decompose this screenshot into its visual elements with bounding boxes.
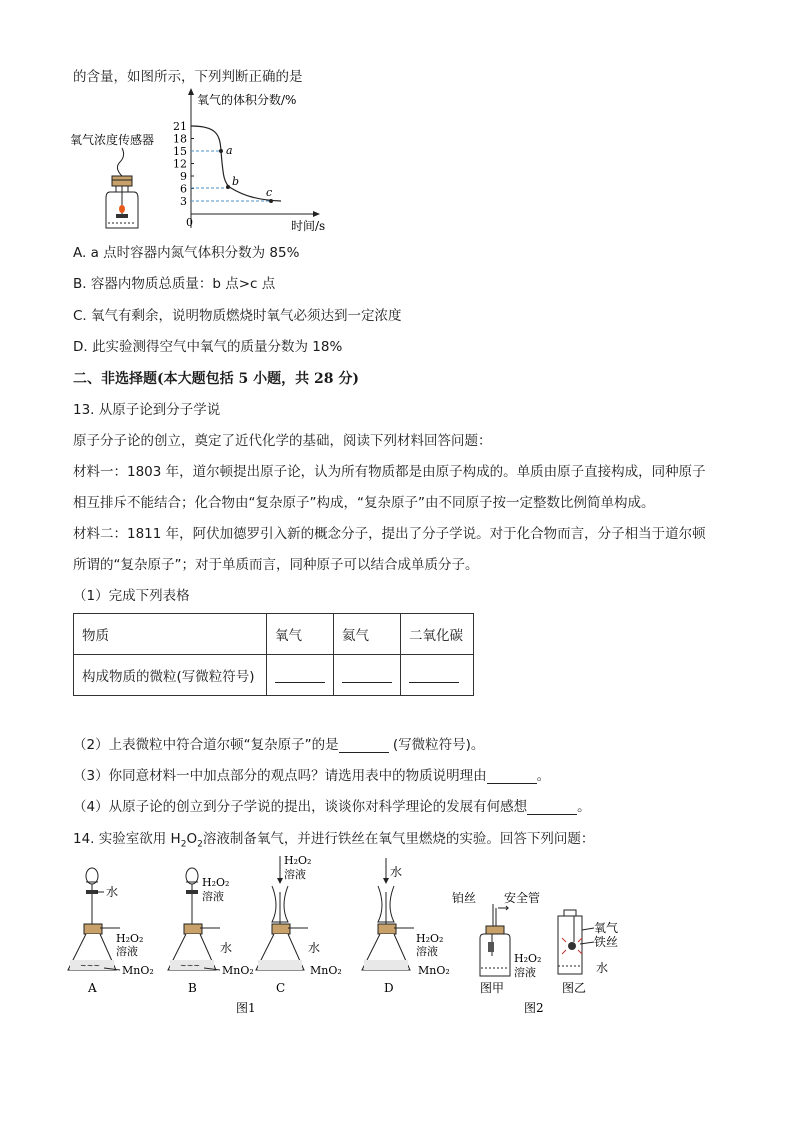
q12-option-c: C. 氧气有剩余，说明物质燃烧时氧气必须达到一定浓度 bbox=[73, 308, 402, 324]
figure-2-caption: 图2 bbox=[524, 1001, 544, 1015]
q12-option-a: A. a 点时容器内氮气体积分数为 85% bbox=[73, 245, 300, 261]
q13-title: 13. 从原子论到分子学说 bbox=[73, 402, 221, 418]
q13-material2-line2: 所谓的“复杂原子”；对于单质而言，同种原子可以结合成单质分子。 bbox=[73, 557, 479, 573]
label-h2o2: H₂O₂ bbox=[116, 932, 144, 945]
table-header-co2: 二氧化碳 bbox=[401, 614, 474, 655]
q13-material1-line2: 相互排斥不能结合；化合物由“复杂原子”构成，“复杂原子”由不同原子按一定整数比例简单构成。 bbox=[73, 495, 655, 511]
q12-intro: 的含量，如图所示，下列判断正确的是 bbox=[73, 69, 303, 85]
answer-blank-sub3[interactable] bbox=[487, 769, 537, 784]
label-mno2: MnO₂ bbox=[310, 964, 342, 977]
answer-blank-oxygen[interactable] bbox=[267, 655, 334, 696]
label-mno2: MnO₂ bbox=[122, 964, 154, 977]
figure-yi bbox=[558, 910, 618, 995]
label-water: 水 bbox=[390, 865, 403, 879]
figure-1-caption: 图1 bbox=[236, 1001, 256, 1015]
label-jia: 图甲 bbox=[480, 981, 505, 995]
table-row bbox=[74, 655, 474, 696]
q13-sub4: （4）从原子论的创立到分子学说的提出，谈谈你对科学理论的发展有何感想 。 bbox=[73, 799, 591, 815]
apparatus-label-a: A bbox=[88, 981, 97, 995]
q13-material2-line1: 材料二：1811 年，阿伏加德罗引入新的概念分子，提出了分子学说。对于化合物而言，分子相当于道尔顿 bbox=[73, 526, 706, 542]
table-row bbox=[74, 614, 474, 655]
table-header-oxygen: 氧气 bbox=[267, 614, 334, 655]
answer-blank-helium[interactable] bbox=[334, 655, 401, 696]
apparatus-a bbox=[68, 868, 154, 995]
apparatus-c bbox=[256, 854, 342, 995]
apparatus-label-b: B bbox=[188, 981, 197, 995]
q12-option-b: B. 容器内物质总质量：b 点>c 点 bbox=[73, 276, 276, 292]
q13-material1-line1: 材料一：1803 年，道尔顿提出原子论，认为所有物质都是由原子构成的。单质由原子直接构成，同种原子 bbox=[73, 464, 706, 480]
label-mno2: MnO₂ bbox=[222, 964, 254, 977]
table-header-substance: 物质 bbox=[74, 614, 267, 655]
y-tick-label: 6 bbox=[180, 182, 187, 196]
point-label-c: c bbox=[266, 186, 273, 199]
q14-figure-2 bbox=[448, 880, 628, 1020]
label-solution: 溶液 bbox=[202, 890, 224, 903]
y-tick-label: 18 bbox=[173, 132, 187, 146]
point-label-a: a bbox=[226, 144, 233, 157]
label-yi: 图乙 bbox=[562, 981, 587, 995]
q12-option-d: D. 此实验测得空气中氧气的质量分数为 18% bbox=[73, 339, 343, 355]
x-axis-label: 时间/s bbox=[291, 219, 326, 233]
label-h2o2: H₂O₂ bbox=[416, 932, 444, 945]
label-mno2: MnO₂ bbox=[418, 964, 450, 977]
y-axis-label: 氧气的体积分数/% bbox=[197, 93, 297, 107]
label-water: 水 bbox=[596, 961, 609, 975]
apparatus-label-c: C bbox=[276, 981, 286, 995]
sensor-label: 氧气浓度传感器 bbox=[70, 133, 155, 147]
label-h2o2: H₂O₂ bbox=[202, 876, 230, 889]
figure-jia bbox=[452, 890, 541, 995]
q13-table bbox=[73, 613, 474, 696]
label-water: 水 bbox=[220, 941, 233, 955]
q14-figure-1 bbox=[60, 852, 480, 1022]
label-solution: 溶液 bbox=[416, 945, 438, 958]
label-h2o2: H₂O₂ bbox=[514, 952, 542, 965]
label-h2o2: H₂O₂ bbox=[284, 854, 312, 867]
y-tick-label: 9 bbox=[180, 170, 187, 183]
y-tick-label: 21 bbox=[173, 120, 187, 133]
answer-blank-co2[interactable] bbox=[401, 655, 474, 696]
q13-intro: 原子分子论的创立，奠定了近代化学的基础，阅读下列材料回答问题： bbox=[73, 433, 492, 449]
label-solution: 溶液 bbox=[514, 966, 536, 979]
y-tick-label: 12 bbox=[173, 157, 187, 171]
label-iron-wire: 铁丝 bbox=[594, 935, 619, 949]
origin-label: 0 bbox=[186, 216, 193, 229]
point-label-b: b bbox=[232, 175, 240, 188]
q13-sub2: （2）上表微粒中符合道尔顿“复杂原子”的是 (写微粒符号)。 bbox=[73, 737, 485, 753]
answer-blank-sub4[interactable] bbox=[527, 800, 577, 815]
apparatus-d bbox=[362, 858, 450, 995]
table-header-helium: 氦气 bbox=[334, 614, 401, 655]
q12-figure bbox=[66, 86, 336, 236]
table-row-label: 构成物质的微粒(写微粒符号) bbox=[74, 655, 267, 696]
svg-text:∼∼∼: ∼∼∼ bbox=[80, 961, 101, 970]
apparatus-b bbox=[168, 868, 254, 995]
label-oxygen: 氧气 bbox=[594, 921, 619, 935]
label-pt-wire: 铂丝 bbox=[452, 891, 477, 905]
q13-sub3: （3）你同意材料一中加点部分的观点吗？请选用表中的物质说明理由 。 bbox=[73, 768, 551, 784]
q13-sub1: （1）完成下列表格 bbox=[73, 588, 190, 604]
q14-stem: 14. 实验室欲用 $H_2O_2$溶液制备氧气，并进行铁丝在氧气里燃烧的实验。回答下列问题： bbox=[73, 831, 595, 850]
label-solution: 溶液 bbox=[284, 868, 306, 881]
label-water: 水 bbox=[106, 885, 119, 899]
apparatus-label-d: D bbox=[384, 981, 394, 995]
label-water: 水 bbox=[308, 941, 321, 955]
y-tick-label: 3 bbox=[180, 195, 187, 208]
section2-title: 二、非选择题(本大题包括 5 小题，共 28 分) bbox=[73, 371, 359, 387]
answer-blank-sub2[interactable] bbox=[339, 738, 389, 753]
label-safety-tube: 安全管 bbox=[504, 891, 541, 905]
y-tick-label: 15 bbox=[173, 145, 187, 158]
label-solution: 溶液 bbox=[116, 945, 138, 958]
svg-text:∼∼∼: ∼∼∼ bbox=[180, 961, 201, 970]
